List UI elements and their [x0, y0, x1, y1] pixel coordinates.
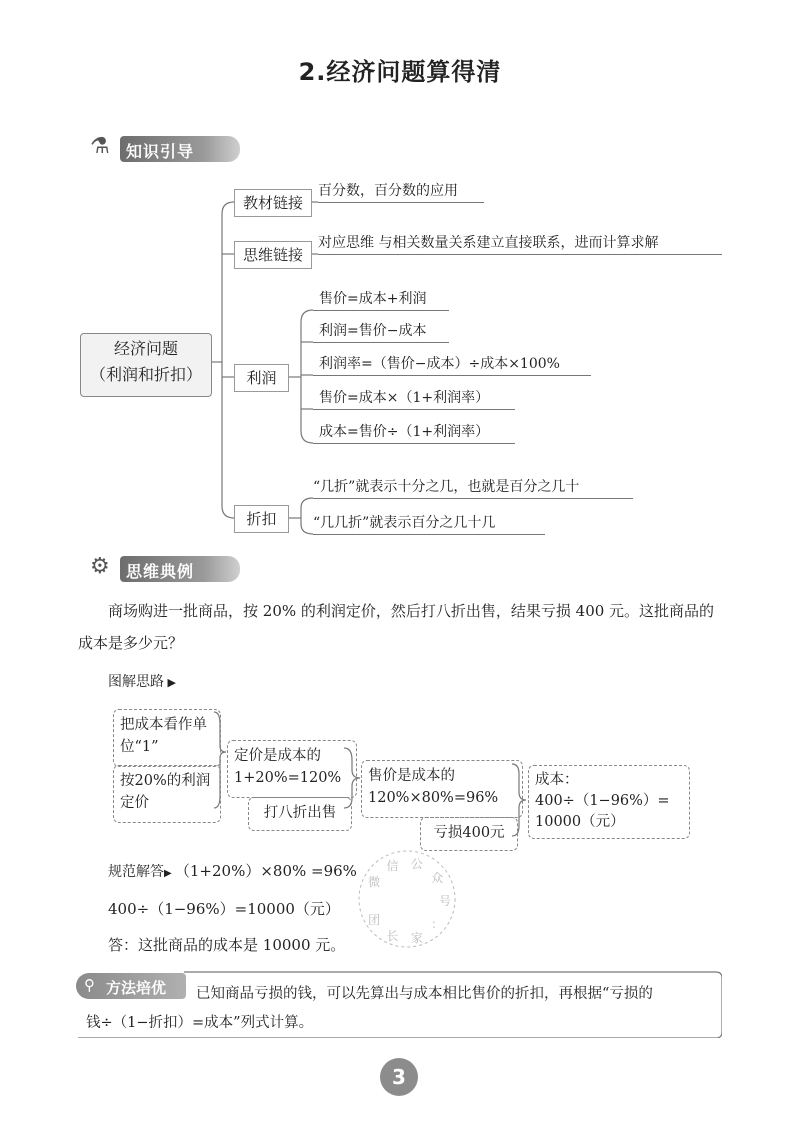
branch-item: 对应思维 与相关数量关系建立直接联系，进而计算求解 — [318, 232, 722, 255]
section-header-label: 思维典例 — [126, 562, 195, 581]
stamp-char: 众 — [431, 870, 444, 885]
stamp-char: 家 — [410, 930, 423, 945]
stamp-char: 团 — [368, 913, 381, 927]
diagram-box-discount: 打八折出售 — [248, 797, 352, 831]
page-number: 3 — [380, 1058, 418, 1096]
problem-line1: 商场购进一批商品，按 20% 的利润定价，然后打八折出售，结果亏损 400 元。这批商品的 — [108, 602, 715, 620]
microscope-icon: ⚗ — [90, 134, 110, 159]
triangle-right-icon: ▶ — [164, 676, 176, 689]
diagram-heading: 图解思路 ▶ — [108, 674, 176, 690]
method-tag: ⚲ 方法培优 — [76, 973, 186, 999]
section-header-example — [90, 556, 250, 582]
watermark-stamp — [352, 844, 462, 954]
formula-item: 售价=成本+利润 — [313, 288, 449, 311]
stamp-char: 微 — [368, 875, 381, 889]
stamp-char: 长 — [386, 929, 399, 944]
solution-answer: 答：这批商品的成本是 10000 元。 — [108, 936, 346, 954]
solution-line1: 规范解答▶ （1+20%）×80% =96% — [108, 862, 357, 880]
branch-profit: 利润 — [234, 364, 289, 392]
cost-line3: 10000（元） — [535, 814, 625, 830]
diagram-box-loss: 亏损400元 — [420, 817, 518, 851]
diagram-box-unit: 把成本看作单位“1” — [113, 709, 221, 767]
branch-item: 百分数，百分数的应用 — [318, 180, 484, 203]
diagram-box-sale-price: 售价是成本的120%×80%=96% — [361, 760, 523, 818]
diagram-box-cost — [528, 765, 690, 839]
method-line1: 已知商品亏损的钱，可以先算出与成本相比售价的折扣，再根据“亏损的 — [196, 986, 653, 1002]
section-header-label: 知识引导 — [126, 142, 195, 161]
diagram-box-markup: 按20%的利润定价 — [113, 765, 221, 823]
diagram-box-list-price: 定价是成本的1+20%=120% — [227, 740, 357, 798]
formula-item: 成本=售价÷（1+利润率） — [313, 421, 515, 444]
mindmap-root — [80, 333, 212, 397]
solution-line2: 400÷（1−96%）=10000（元） — [108, 900, 340, 918]
stamp-char: ： — [431, 917, 444, 932]
branch-textbook-link: 教材链接 — [234, 189, 312, 217]
stamp-char: 信 — [386, 858, 399, 873]
formula-item: 利润=售价−成本 — [313, 320, 449, 343]
triangle-right-icon: ▶ — [164, 868, 175, 879]
formula-item: 售价=成本×（1+利润率） — [313, 387, 515, 410]
page-title: 2.经济问题算得清 — [298, 58, 502, 86]
cost-line2: 400÷（1−96%）= — [535, 793, 670, 809]
formula-item: 利润率=（售价−成本）÷成本×100% — [313, 353, 591, 376]
pin-icon: ⚲ — [84, 976, 95, 994]
cost-line1: 成本： — [535, 772, 579, 788]
stamp-char: 公 — [410, 857, 423, 872]
discount-item: “几几折”就表示百分之几十几 — [313, 512, 545, 535]
brain-icon: ⚙ — [90, 554, 110, 579]
stamp-char: 号 — [439, 894, 452, 908]
problem-line2: 成本是多少元？ — [78, 634, 184, 652]
root-line1: 经济问题 — [113, 339, 178, 358]
method-line2: 钱÷（1−折扣）=成本”列式计算。 — [86, 1015, 314, 1031]
branch-thinking-link: 思维链接 — [234, 241, 312, 269]
branch-discount: 折扣 — [234, 505, 289, 533]
root-line2: （利润和折扣） — [89, 365, 202, 384]
discount-item: “几折”就表示十分之几，也就是百分之几十 — [313, 476, 633, 499]
